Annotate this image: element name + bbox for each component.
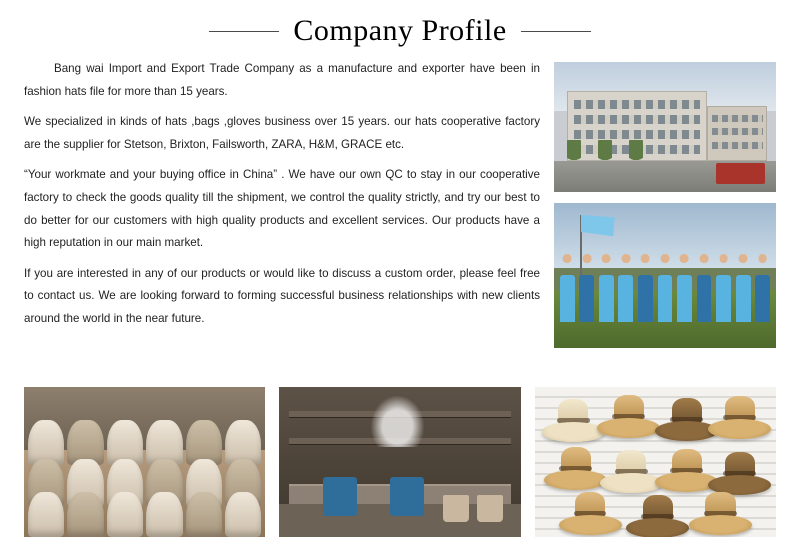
hat-steaming-workshop-photo <box>279 387 520 537</box>
bottom-photo-strip <box>24 387 776 537</box>
header-rule-left <box>209 31 279 32</box>
side-factory-block <box>707 106 767 161</box>
profile-image-column <box>554 58 776 348</box>
profile-paragraph-1: Bang wai Import and Export Trade Company as a manufacture and exporter have been in fashion hats file for more than 15 years. <box>24 62 540 98</box>
factory-building-photo <box>554 62 776 192</box>
page-header <box>0 0 800 48</box>
profile-paragraph-2: We specialized in kinds of hats ,bags ,gloves business over 15 years. our hats cooperative factory are the supplier for Stetson, Brixton, Failsworth, ZARA, H&M, GRACE etc. <box>24 115 540 151</box>
profile-paragraph-3: “Your workmate and your buying office in China” . We have our own QC to stay in our cooperative factory to check the goods quality till the shipment, we control the quality strictly, and try our best to do better for our customers with high quality products and excellent services. Our products have a high reputation in our main market. <box>24 168 540 250</box>
staff-row <box>558 252 771 322</box>
header-rule-right <box>521 31 591 32</box>
company-team-group-photo <box>554 203 776 348</box>
profile-content <box>0 48 800 348</box>
steam-cloud <box>371 396 424 447</box>
hat-block-warehouse-photo <box>24 387 265 537</box>
straw-hat-wall-display-photo <box>535 387 776 537</box>
profile-paragraph-4: If you are interested in any of our products or would like to discuss a custom order, please feel free to contact us. We are looking forward to forming successful business relationships with new clients around the world in the near future. <box>24 266 540 325</box>
profile-text-column <box>24 58 554 348</box>
red-truck <box>716 163 765 184</box>
page-title: Company Profile <box>293 14 507 47</box>
